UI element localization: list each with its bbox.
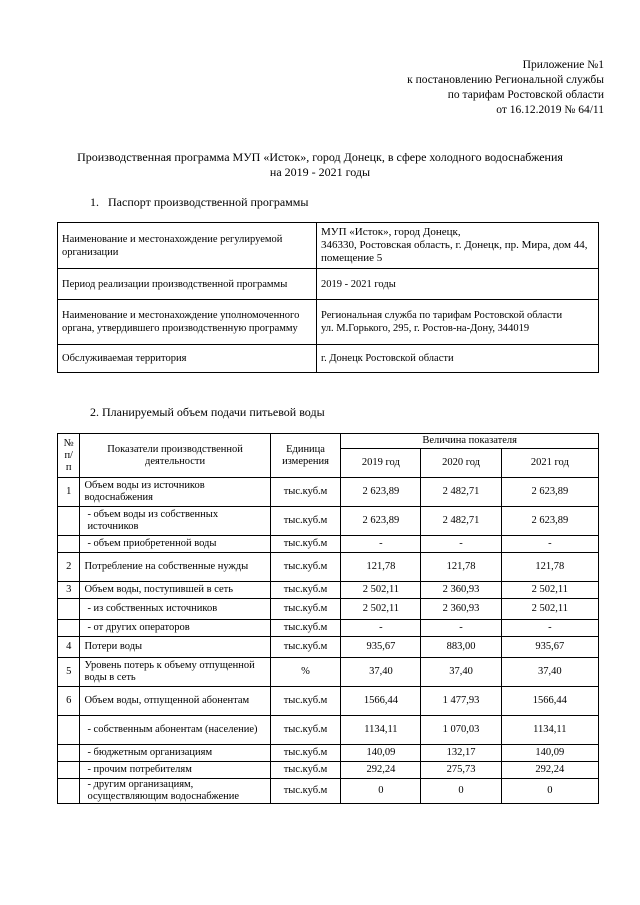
row-unit: тыс.куб.м bbox=[270, 637, 341, 658]
row-value-2021: 935,67 bbox=[501, 637, 598, 658]
table-row bbox=[58, 599, 599, 620]
row-value-2019: 140,09 bbox=[341, 745, 421, 762]
table-row bbox=[58, 223, 599, 269]
row-value-2020: 883,00 bbox=[421, 637, 501, 658]
header-2021: 2021 год bbox=[501, 449, 598, 478]
row-num bbox=[58, 507, 80, 536]
row-value-2021: 140,09 bbox=[501, 745, 598, 762]
row-value-2020: 2 482,71 bbox=[421, 478, 501, 507]
passport-label: Наименование и местонахождение регулируемой организации bbox=[58, 223, 317, 269]
row-value-2021: 2 502,11 bbox=[501, 599, 598, 620]
passport-value-line: Региональная служба по тарифам Ростовской области bbox=[321, 310, 563, 321]
row-num: 2 bbox=[58, 553, 80, 582]
header-value: Величина показателя bbox=[341, 434, 599, 449]
row-num: 1 bbox=[58, 478, 80, 507]
row-value-2020: - bbox=[421, 620, 501, 637]
header-num: № п/п bbox=[58, 434, 80, 478]
table-row bbox=[58, 582, 599, 599]
row-value-2021: 121,78 bbox=[501, 553, 598, 582]
row-unit: тыс.куб.м bbox=[270, 620, 341, 637]
passport-value: г. Донецк Ростовской области bbox=[317, 345, 599, 373]
row-indicator: - бюджетным организациям bbox=[80, 745, 270, 762]
row-value-2020: 132,17 bbox=[421, 745, 501, 762]
row-value-2020: 2 482,71 bbox=[421, 507, 501, 536]
passport-table bbox=[57, 222, 599, 373]
row-indicator: Объем воды, отпущенной абонентам bbox=[80, 687, 270, 716]
row-unit: тыс.куб.м bbox=[270, 478, 341, 507]
passport-value bbox=[317, 300, 599, 345]
row-value-2021: - bbox=[501, 536, 598, 553]
row-indicator: - другим организациям, осуществляющим водоснабжение bbox=[80, 779, 270, 804]
row-unit: тыс.куб.м bbox=[270, 779, 341, 804]
row-indicator: - из собственных источников bbox=[80, 599, 270, 620]
table-row bbox=[58, 779, 599, 804]
row-value-2020: 1 477,93 bbox=[421, 687, 501, 716]
row-value-2021: 1134,11 bbox=[501, 716, 598, 745]
section-heading-passport: 1. Паспорт производственной программы bbox=[90, 195, 309, 209]
row-value-2019: 1566,44 bbox=[341, 687, 421, 716]
row-value-2021: 1566,44 bbox=[501, 687, 598, 716]
row-value-2020: 2 360,93 bbox=[421, 599, 501, 620]
row-num bbox=[58, 536, 80, 553]
row-num bbox=[58, 762, 80, 779]
header-unit: Единица измерения bbox=[270, 434, 341, 478]
title-line: на 2019 - 2021 годы bbox=[269, 165, 371, 179]
appendix-line: к постановлению Региональной службы bbox=[407, 74, 604, 86]
row-unit: тыс.куб.м bbox=[270, 716, 341, 745]
row-num: 5 bbox=[58, 658, 80, 687]
table-row bbox=[58, 553, 599, 582]
passport-value-line: ул. М.Горького, 295, г. Ростов-на-Дону, 344019 bbox=[321, 323, 530, 334]
row-value-2021: 37,40 bbox=[501, 658, 598, 687]
row-value-2019: 1134,11 bbox=[341, 716, 421, 745]
table-row bbox=[58, 716, 599, 745]
row-num: 4 bbox=[58, 637, 80, 658]
header-2020: 2020 год bbox=[421, 449, 501, 478]
passport-value bbox=[317, 223, 599, 269]
table-row bbox=[58, 620, 599, 637]
table-row bbox=[58, 745, 599, 762]
table-row bbox=[58, 687, 599, 716]
row-unit: % bbox=[270, 658, 341, 687]
appendix-line: по тарифам Ростовской области bbox=[447, 89, 604, 101]
table-row bbox=[58, 658, 599, 687]
row-indicator: - от других операторов bbox=[80, 620, 270, 637]
row-num: 6 bbox=[58, 687, 80, 716]
row-unit: тыс.куб.м bbox=[270, 536, 341, 553]
row-num bbox=[58, 620, 80, 637]
row-value-2019: 2 502,11 bbox=[341, 599, 421, 620]
row-unit: тыс.куб.м bbox=[270, 582, 341, 599]
table-row bbox=[58, 507, 599, 536]
table-row bbox=[58, 300, 599, 345]
row-value-2019: 37,40 bbox=[341, 658, 421, 687]
row-value-2021: 2 502,11 bbox=[501, 582, 598, 599]
row-value-2019: - bbox=[341, 536, 421, 553]
row-num: 3 bbox=[58, 582, 80, 599]
row-unit: тыс.куб.м bbox=[270, 745, 341, 762]
row-value-2021: 0 bbox=[501, 779, 598, 804]
row-num bbox=[58, 779, 80, 804]
header-indicator: Показатели производственной деятельности bbox=[80, 434, 270, 478]
document-title bbox=[40, 150, 600, 180]
appendix-line: от 16.12.2019 № 64/11 bbox=[496, 104, 604, 116]
header-2019: 2019 год bbox=[341, 449, 421, 478]
table-row bbox=[58, 269, 599, 300]
appendix-line: Приложение №1 bbox=[522, 59, 604, 71]
table-header-row bbox=[58, 434, 599, 449]
row-value-2021: 2 623,89 bbox=[501, 507, 598, 536]
passport-value-line: МУП «Исток», город Донецк, bbox=[321, 226, 461, 238]
table-row bbox=[58, 478, 599, 507]
row-value-2020: 121,78 bbox=[421, 553, 501, 582]
row-value-2020: 2 360,93 bbox=[421, 582, 501, 599]
row-num bbox=[58, 599, 80, 620]
row-indicator: Потери воды bbox=[80, 637, 270, 658]
row-num bbox=[58, 745, 80, 762]
row-indicator: Уровень потерь к объему отпущенной воды в сеть bbox=[80, 658, 270, 687]
volumes-table bbox=[57, 433, 599, 804]
row-value-2019: 292,24 bbox=[341, 762, 421, 779]
row-unit: тыс.куб.м bbox=[270, 687, 341, 716]
row-value-2021: 2 623,89 bbox=[501, 478, 598, 507]
row-indicator: Потребление на собственные нужды bbox=[80, 553, 270, 582]
row-value-2020: - bbox=[421, 536, 501, 553]
row-indicator: - прочим потребителям bbox=[80, 762, 270, 779]
row-indicator: Объем воды, поступившей в сеть bbox=[80, 582, 270, 599]
row-value-2019: 935,67 bbox=[341, 637, 421, 658]
row-value-2019: 2 623,89 bbox=[341, 478, 421, 507]
row-value-2020: 37,40 bbox=[421, 658, 501, 687]
row-indicator: - собственным абонентам (население) bbox=[80, 716, 270, 745]
table-row bbox=[58, 536, 599, 553]
table-row bbox=[58, 637, 599, 658]
passport-label: Наименование и местонахождение уполномоченного органа, утвердившего производственную программу bbox=[58, 300, 317, 345]
row-unit: тыс.куб.м bbox=[270, 599, 341, 620]
row-unit: тыс.куб.м bbox=[270, 762, 341, 779]
row-indicator: - объем приобретенной воды bbox=[80, 536, 270, 553]
title-line: Производственная программа МУП «Исток», город Донецк, в сфере холодного водоснабжения bbox=[77, 150, 563, 164]
row-value-2019: - bbox=[341, 620, 421, 637]
row-unit: тыс.куб.м bbox=[270, 507, 341, 536]
table-row bbox=[58, 762, 599, 779]
row-value-2020: 1 070,03 bbox=[421, 716, 501, 745]
row-value-2019: 121,78 bbox=[341, 553, 421, 582]
row-value-2019: 0 bbox=[341, 779, 421, 804]
row-indicator: Объем воды из источников водоснабжения bbox=[80, 478, 270, 507]
passport-label: Обслуживаемая территория bbox=[58, 345, 317, 373]
row-value-2021: 292,24 bbox=[501, 762, 598, 779]
passport-value: 2019 - 2021 годы bbox=[317, 269, 599, 300]
row-num bbox=[58, 716, 80, 745]
row-indicator: - объем воды из собственных источников bbox=[80, 507, 270, 536]
appendix-header bbox=[407, 58, 604, 118]
volumes-body bbox=[58, 478, 599, 804]
row-value-2019: 2 623,89 bbox=[341, 507, 421, 536]
row-value-2021: - bbox=[501, 620, 598, 637]
table-row bbox=[58, 345, 599, 373]
row-value-2020: 275,73 bbox=[421, 762, 501, 779]
row-value-2020: 0 bbox=[421, 779, 501, 804]
passport-label: Период реализации производственной программы bbox=[58, 269, 317, 300]
row-value-2019: 2 502,11 bbox=[341, 582, 421, 599]
passport-value-line: 346330, Ростовская область, г. Донецк, пр. Мира, дом 44, помещение 5 bbox=[321, 239, 588, 264]
section-heading-volumes: 2. Планируемый объем подачи питьевой воды bbox=[90, 405, 325, 419]
row-unit: тыс.куб.м bbox=[270, 553, 341, 582]
